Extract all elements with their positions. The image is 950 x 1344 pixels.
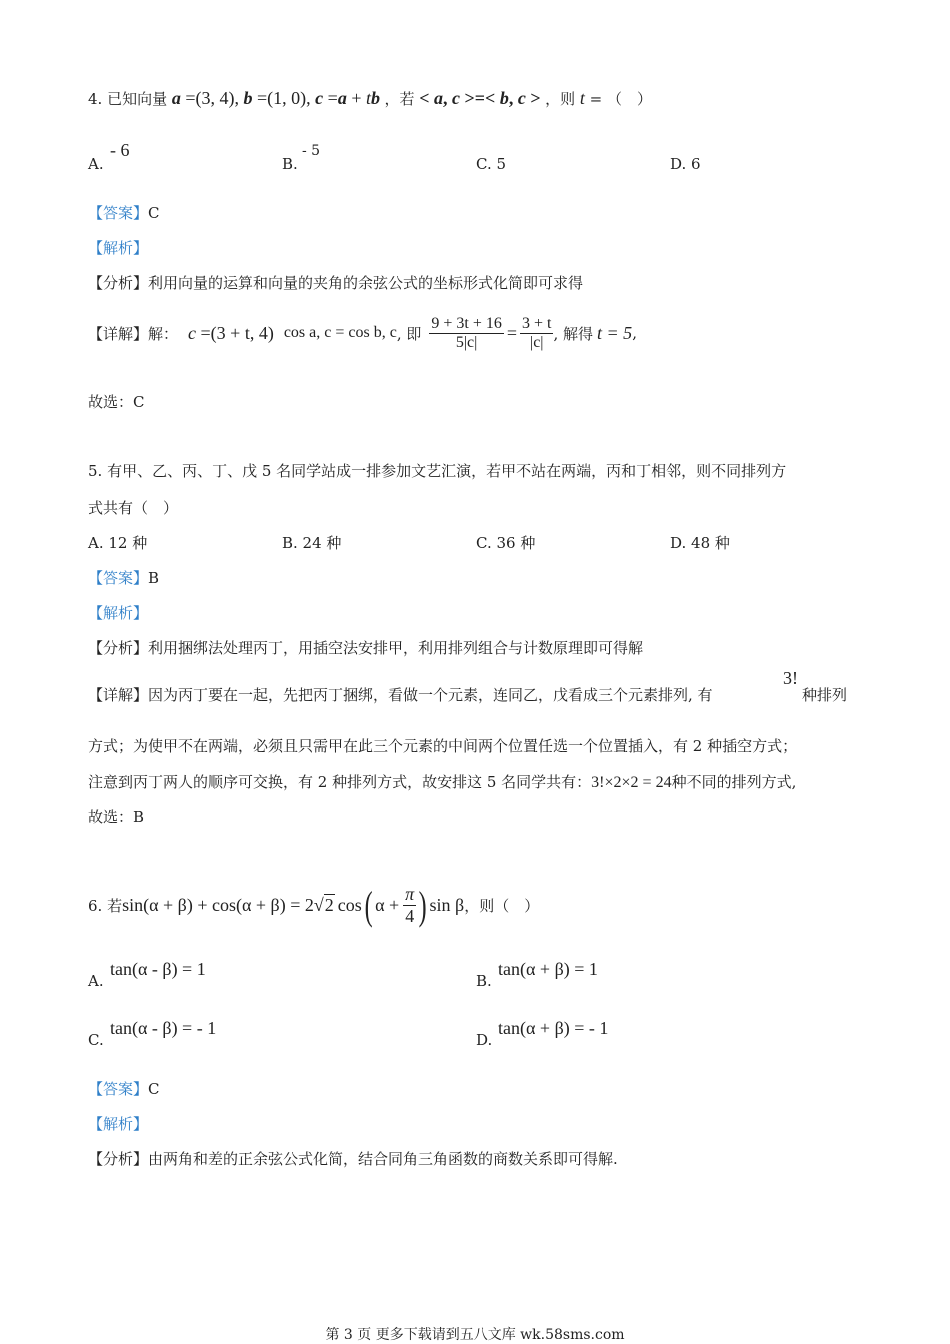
q6-option-c-expr: tan(α - β) = - 1 [110, 1018, 217, 1038]
q4-option-b-value: - 5 [302, 143, 321, 159]
q4-angle-condition: < a, c >=< b, c > [419, 88, 541, 108]
q6-stem: 6. 若 sin(α + β) + cos(α + β) = 2 √ 2 cos ( α + $\frac{\pi}{4}$ ) sin β ，则（ ） [88, 882, 540, 928]
q6-analysis: 【分析】由两角和差的正余弦公式化简，结合同角三角函数的商数关系即可得解. [88, 1150, 618, 1168]
page-footer: 第 3 页 更多下载请到五八文库 wk.58sms.com [325, 1327, 625, 1343]
q6-answer: 【答案】C [88, 1080, 160, 1098]
q6-option-b-label: B. [476, 972, 492, 990]
q4-option-b-label: B. [282, 155, 298, 173]
q5-answer: 【答案】B [88, 569, 160, 587]
q5-option-b: B. 24 种 [282, 534, 342, 552]
q5-detail-line3: 注意到丙丁两人的顺序可交换，有 2 种排列方式，故安排这 5 名同学共有：3!×2×2 = 24种不同的排列方式, [88, 773, 797, 791]
q4-detail: 【详解】 解： c =(3 + t, 4) cos a, c = cos b, c , 即 $\frac{9 + 3t + 16}{5|c|}$ = $\frac{3 + t}{|c|}$ , 解得 t = 5 , [88, 314, 637, 351]
q4-option-a-label: A. [88, 155, 104, 173]
q4-option-d: D. 6 [670, 155, 701, 173]
q6-equation: sin(α + β) + cos(α + β) = 2 √ 2 cos ( α + $\frac{\pi}{4}$ ) sin β [122, 882, 465, 928]
q4-answer: 【答案】C [88, 204, 160, 222]
q5-stem-line2: 式共有（ ） [88, 499, 179, 517]
q6-option-d-label: D. [476, 1031, 493, 1049]
q6-option-b-expr: tan(α + β) = 1 [498, 959, 598, 979]
q4-number: 4. 已知向量 [88, 90, 168, 108]
q5-option-d: D. 48 种 [670, 534, 730, 552]
q4-vector-definition: a =(3, 4), b =(1, 0), c =a + tb [171, 88, 380, 108]
q5-detail-line1: 【详解】因为丙丁要在一起，先把丙丁捆绑，看做一个元素，连同乙，戊看成三个元素排列, 有 [88, 686, 713, 704]
q4-stem: 4. 已知向量 a =(3, 4), b =(1, 0), c =a + tb ，若 < a, c >=< b, c > ，则 t = （ ） [88, 88, 653, 108]
q4-conclusion: 故选：C [88, 393, 145, 411]
q4-jiexi: 【解析】 [88, 239, 149, 257]
q5-option-a: A. 12 种 [88, 534, 148, 552]
q4-option-a-value: - 6 [110, 140, 130, 160]
q4-analysis: 【分析】利用向量的运算和向量的夹角的余弦公式的坐标形式化简即可求得 [88, 274, 584, 292]
q6-option-a-expr: tan(α - β) = 1 [110, 959, 206, 979]
q5-conclusion: 故选：B [88, 808, 145, 826]
q6-option-d-expr: tan(α + β) = - 1 [498, 1018, 609, 1038]
q5-detail-line2: 方式；为使甲不在两端，必须且只需甲在此三个元素的中间两个位置任选一个位置插入，有 2 种插空方式； [88, 737, 798, 755]
q6-option-a-label: A. [88, 972, 104, 990]
q5-stem-line1: 5. 有甲、乙、丙、丁、戊 5 名同学站成一排参加文艺汇演，若甲不站在两端，丙和丁相邻，则不同排列方 [88, 462, 787, 480]
q5-factorial: 3! [783, 668, 798, 688]
q5-detail-line1-end: 种排列 [802, 686, 848, 704]
q4-option-c: C. 5 [476, 155, 507, 173]
q4-fraction-2: $\frac{3 + t}{|c|}$ [522, 314, 552, 351]
q6-jiexi: 【解析】 [88, 1115, 149, 1133]
q5-analysis: 【分析】利用捆绑法处理丙丁，用插空法安排甲，利用排列组合与计数原理即可得解 [88, 639, 644, 657]
q5-option-c: C. 36 种 [476, 534, 536, 552]
q6-option-c-label: C. [88, 1031, 104, 1049]
q5-jiexi: 【解析】 [88, 604, 149, 622]
q4-fraction-1: $\frac{9 + 3t + 16}{5|c|}$ [431, 314, 502, 351]
